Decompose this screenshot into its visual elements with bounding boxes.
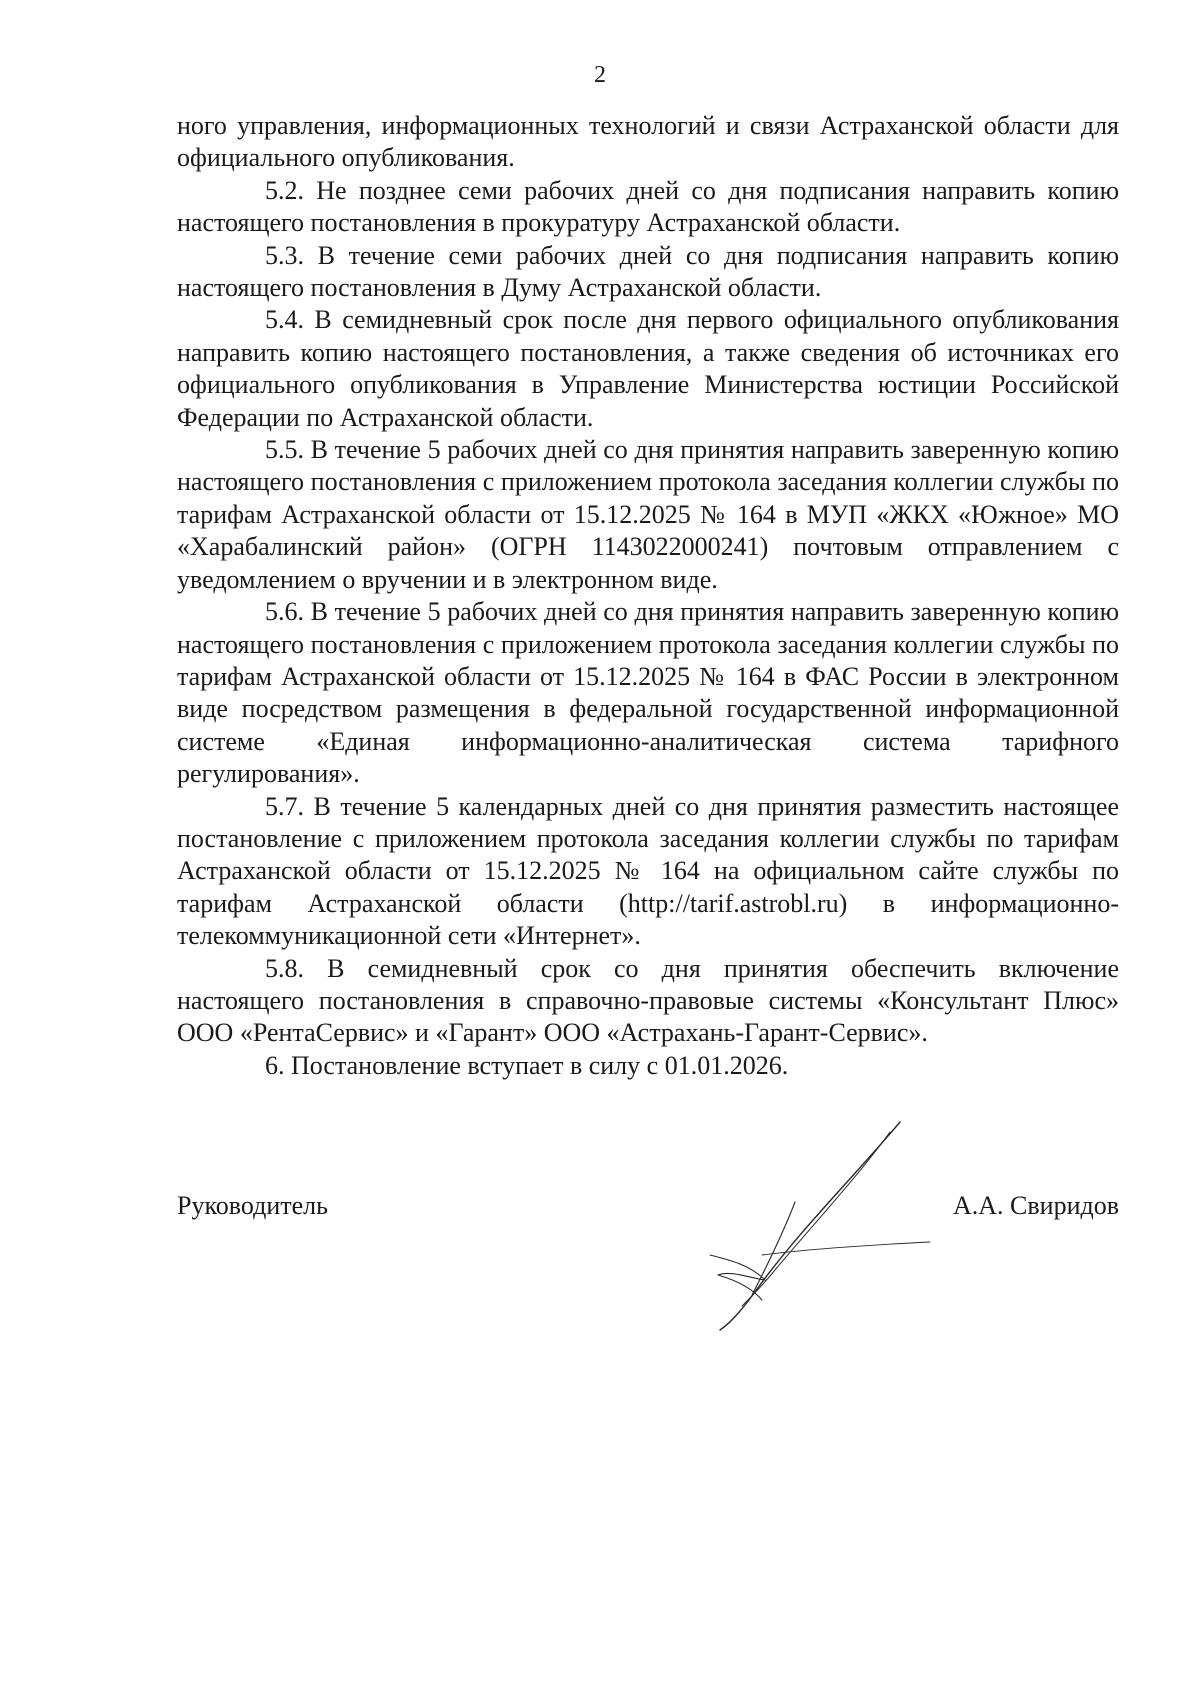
document-body <box>177 110 1119 1082</box>
paragraph-5-7: 5.7. В течение 5 календарных дней со дня принятия разместить настоящее постановление с приложением протокола заседания коллегии службы по тарифам Астраханской области от 15.12.2025 № 164 на официальном сайте службы по тарифам Астраханской области (http://tarif.astrobl.ru) в информационно-телекоммуникационной сети «Интернет». <box>177 791 1119 951</box>
signer-title: Руководитель <box>177 1191 328 1220</box>
paragraph-continuation: ного управления, информационных технологий и связи Астраханской области для официального опубликования. <box>177 111 1119 173</box>
paragraph-5-3: 5.3. В течение семи рабочих дней со дня подписания направить копию настоящего постановления в Думу Астраханской области. <box>177 240 1119 303</box>
signature-block <box>177 1190 1119 1230</box>
paragraph-5-6: 5.6. В течение 5 рабочих дней со дня принятия направить заверенную копию настоящего постановления с приложением протокола заседания коллегии службы по тарифам Астраханской области от 15.12.2025 № 164 в ФАС России в электронном виде посредством размещения в федеральной государственной информационной системе «Единая информационно-аналитическая система тарифного регулирования». <box>177 597 1119 789</box>
paragraph-5-2: 5.2. Не позднее семи рабочих дней со дня подписания направить копию настоящего постановления в прокуратуру Астраханской области. <box>177 175 1119 238</box>
paragraph-5-4: 5.4. В семидневный срок после дня первого официального опубликования направить копию настоящего постановления, а также сведения об источниках его официального опубликования в Управление Министерства юстиции Российской Федерации по Астраханской области. <box>177 305 1119 432</box>
paragraph-5-8: 5.8. В семидневный срок со дня принятия обеспечить включение настоящего постановления в справочно-правовые системы «Консультант Плюс» ООО «РентаСервис» и «Гарант» ООО «Астрахань-Гарант-Сервис». <box>177 953 1119 1048</box>
paragraph-5-5: 5.5. В течение 5 рабочих дней со дня принятия направить заверенную копию настоящего постановления с приложением протокола заседания коллегии службы по тарифам Астраханской области от 15.12.2025 № 164 в МУП «ЖКХ «Южное» МО «Харабалинский район» (ОГРН 1143022000241) почтовым отправлением с уведомлением о вручении и в электронном виде. <box>177 435 1119 594</box>
handwritten-signature <box>690 1110 950 1340</box>
page-number: 2 <box>594 62 606 88</box>
signer-name: А.А. Свиридов <box>952 1191 1119 1220</box>
paragraph-6: 6. Постановление вступает в силу с 01.01.2026. <box>265 1050 789 1080</box>
